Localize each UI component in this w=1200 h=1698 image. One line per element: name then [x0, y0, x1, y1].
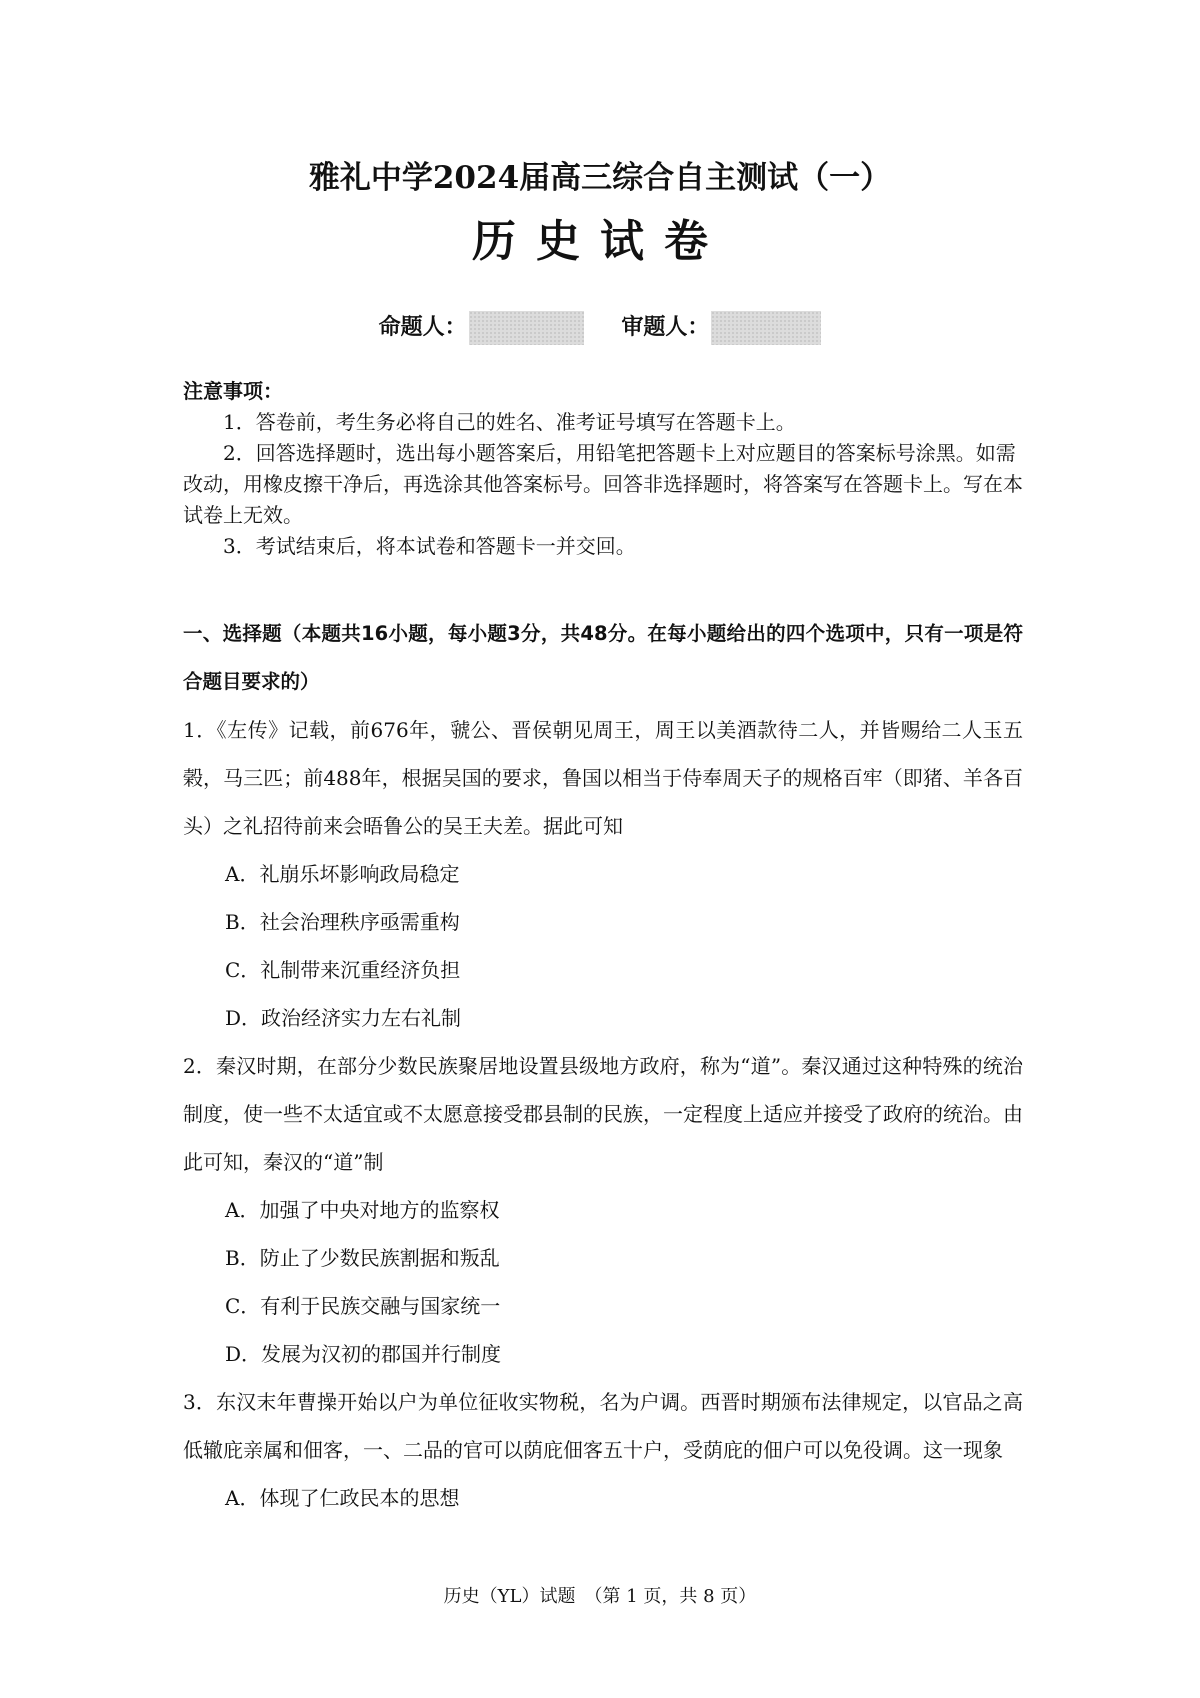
exam-content [183, 610, 1023, 1522]
school-title: 雅礼中学2024届高三综合自主测试（一） [308, 160, 892, 196]
question-option: A．礼崩乐坏影响政局稳定 [225, 862, 460, 886]
author-label: 命题人： [378, 315, 467, 340]
question-option: A．体现了仁政民本的思想 [225, 1486, 460, 1510]
question-option: A．加强了中央对地方的监察权 [225, 1198, 500, 1222]
question-option: B．防止了少数民族割据和叛乱 [225, 1246, 500, 1270]
question-stem: 2．秦汉时期，在部分少数民族聚居地设置县级地方政府，称为“道”。秦汉通过这种特殊的统治制度，使一些不太适宜或不太愿意接受郡县制的民族，一定程度上适应并接受了政府的统治。由此可知，秦汉的“道”制 [183, 1054, 1023, 1174]
subject-title: 历史试卷 [472, 216, 728, 267]
question-option: C．有利于民族交融与国家统一 [225, 1294, 501, 1318]
question-stem: 1．《左传》记载，前676年，虢公、晋侯朝见周王，周王以美酒款待二人，并皆赐给二人玉五榖，马三匹；前488年，根据吴国的要求，鲁国以相当于侍奉周天子的规格百牢（即猪、羊各百头）之礼招待前来会晤鲁公的吴王夫差。据此可知 [183, 718, 1023, 838]
question-option: D．发展为汉初的郡国并行制度 [225, 1342, 502, 1366]
notice-block [183, 376, 1023, 562]
notice-item: 1．答卷前，考生务必将自己的姓名、准考证号填写在答题卡上。 [223, 410, 796, 434]
section-heading: 一、选择题（本题共16小题，每小题3分，共48分。在每小题给出的四个选项中，只有一项是符合题目要求的） [183, 622, 1023, 693]
question-option: B．社会治理秩序亟需重构 [225, 910, 460, 934]
notice-item: 3．考试结束后，将本试卷和答题卡一并交回。 [223, 534, 636, 558]
author-redacted-box [469, 311, 584, 345]
notice-title: 注意事项： [183, 379, 283, 403]
question-stem: 3．东汉末年曹操开始以户为单位征收实物税，名为户调。西晋时期颁布法律规定，以官品之高低辙庇亲属和佃客，一、二品的官可以荫庇佃客五十户，受荫庇的佃户可以免役调。这一现象 [183, 1390, 1023, 1462]
notice-item: 2．回答选择题时，选出每小题答案后，用铅笔把答题卡上对应题目的答案标号涂黑。如需改动，用橡皮擦干净后，再选涂其他答案标号。回答非选择题时，将答案写在答题卡上。写在本试卷上无效。 [183, 441, 1023, 527]
page-footer: 历史（YL）试题 （第 1 页，共 8 页） [443, 1586, 757, 1607]
question-option: D．政治经济实力左右礼制 [225, 1006, 462, 1030]
reviewer-label: 审题人： [621, 315, 710, 340]
reviewer-redacted-box [711, 311, 821, 345]
authors-line [0, 308, 1200, 348]
question-option: C．礼制带来沉重经济负担 [225, 958, 461, 982]
